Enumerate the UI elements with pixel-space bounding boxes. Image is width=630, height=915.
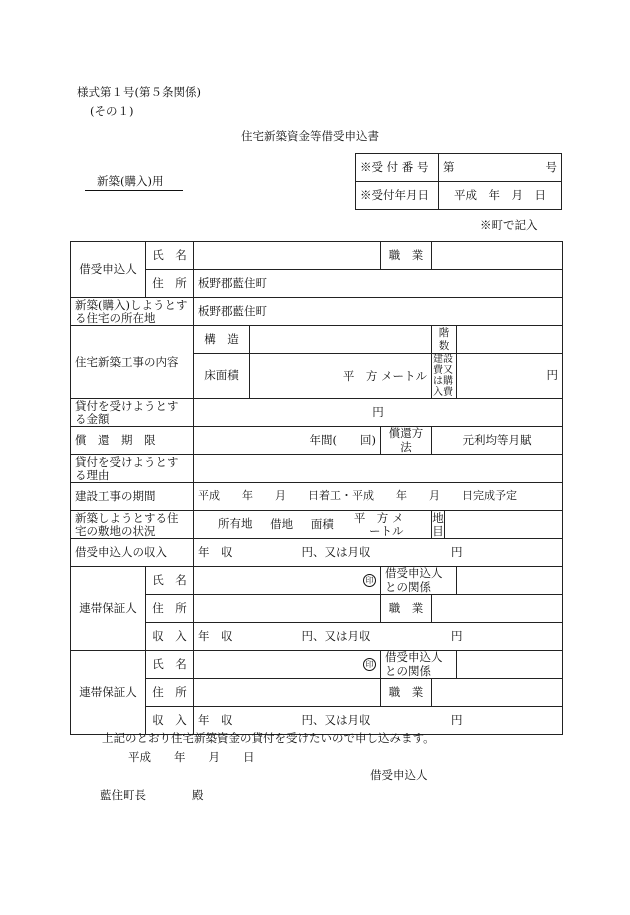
loan-reason-label: 貸付を受けようとする理由 (71, 455, 194, 483)
loan-amount-field[interactable] (194, 399, 563, 427)
guarantor-2-label: 連帯保証人 (71, 651, 146, 735)
guarantor-2-address-field[interactable] (194, 679, 381, 707)
site-leased: 借地 (270, 516, 294, 531)
structure-field[interactable] (250, 326, 432, 354)
guarantor-2-job-field[interactable] (432, 679, 563, 707)
repay-method-label: 償還方法 (381, 427, 432, 455)
applicant-signature-label: 借受申込人 (370, 768, 428, 782)
guarantor-2-income-label: 収 入 (146, 707, 194, 735)
applicant-income-field[interactable]: 年 収 円、又は月収 円 (194, 539, 563, 567)
cost-label: 建設費又は購入費 (432, 354, 457, 399)
repay-method-value: 元利均等月賦 (432, 427, 563, 455)
repay-period-label: 償 還 期 限 (71, 427, 194, 455)
guarantor-2-relation-field[interactable] (457, 651, 563, 679)
applicant-job-field[interactable] (432, 242, 563, 270)
guarantor-1-income-label: 収 入 (146, 623, 194, 651)
house-location-label: 新築(購入)しようとする住宅の所在地 (71, 298, 194, 326)
guarantor-2-income-field[interactable]: 年 収 円、又は月収 円 (194, 707, 563, 735)
floor-area-label: 床面積 (194, 354, 250, 399)
guarantor-1-name-field[interactable] (194, 567, 381, 595)
guarantor-1-job-field[interactable] (432, 595, 563, 623)
house-location-field[interactable]: 板野郡藍住町 (194, 298, 563, 326)
application-date[interactable]: 平成 年 月 日 (128, 750, 255, 764)
receipt-date-label: ※受付年月日 (356, 182, 439, 210)
site-sqm-unit: 平 方 メートル (353, 510, 404, 538)
land-type-label: 地目 (432, 510, 444, 538)
guarantor-2-address-label: 住 所 (146, 679, 194, 707)
receipt-number-label: ※受 付 番 号 (356, 154, 439, 182)
guarantor-2-name-field[interactable] (194, 651, 381, 679)
seal-mark: 印 (363, 574, 376, 587)
guarantor-2-job-label: 職 業 (381, 679, 432, 707)
guarantor-1-relation-label: 借受申込人との関係 (381, 567, 457, 595)
receipt-number-field[interactable]: 第 号 (439, 154, 562, 182)
seal-mark: 印 (363, 658, 376, 671)
cost-yen-unit: 円 (546, 368, 558, 383)
usage-label: 新築(購入)用 (85, 176, 183, 191)
structure-label: 構 造 (194, 326, 250, 354)
guarantor-2-name-label: 氏 名 (146, 651, 194, 679)
construction-period-field[interactable]: 平成 年 月 日着工・平成 年 月 日完成予定 (194, 483, 563, 511)
application-form (70, 241, 563, 735)
guarantor-2-relation-label: 借受申込人との関係 (381, 651, 457, 679)
guarantor-1-income-field[interactable]: 年 収 円、又は月収 円 (194, 623, 563, 651)
construction-period-label: 建設工事の期間 (71, 483, 194, 511)
guarantor-1-name-label: 氏 名 (146, 567, 194, 595)
form-number: 様式第１号(第５条関係) (77, 85, 201, 99)
site-status-label: 新築しようとする住宅の敷地の状況 (71, 511, 194, 539)
cost-field[interactable] (457, 354, 563, 399)
applicant-label: 借受申込人 (71, 242, 146, 298)
loan-yen-unit: 円 (372, 404, 384, 419)
guarantor-1-address-field[interactable] (194, 595, 381, 623)
floors-label: 階 数 (432, 326, 457, 354)
sqm-unit: 平 方 メートル (342, 368, 427, 383)
guarantor-1-job-label: 職 業 (381, 595, 432, 623)
guarantor-1-relation-field[interactable] (457, 567, 563, 595)
office-note: ※町で記入 (480, 218, 538, 232)
applicant-name-label: 氏 名 (146, 242, 194, 270)
receipt-date-field[interactable]: 平成 年 月 日 (439, 182, 562, 210)
floor-area-field[interactable] (250, 354, 432, 399)
applicant-income-label: 借受申込人の収入 (71, 539, 194, 567)
site-owned: 所有地 (218, 516, 253, 531)
loan-reason-field[interactable] (194, 455, 563, 483)
work-content-label: 住宅新築工事の内容 (71, 326, 194, 399)
floors-field[interactable] (457, 326, 563, 354)
applicant-address-label: 住 所 (146, 270, 194, 298)
site-area: 面積 (310, 516, 334, 531)
application-statement: 上記のとおり住宅新築資金の貸付を受けたいので申し込みます。 (102, 731, 435, 745)
receipt-box (355, 153, 562, 210)
applicant-name-field[interactable] (194, 242, 381, 270)
loan-amount-label: 貸付を受けようとする金額 (71, 399, 194, 427)
land-type-field[interactable] (445, 511, 563, 539)
guarantor-1-address-label: 住 所 (146, 595, 194, 623)
form-title: 住宅新築資金等借受申込書 (241, 129, 379, 143)
site-status-field[interactable] (194, 511, 432, 539)
addressee: 藍住町長 殿 (100, 788, 204, 802)
applicant-address-field[interactable]: 板野郡藍住町 (194, 270, 563, 298)
applicant-job-label: 職 業 (381, 242, 432, 270)
repay-years-field[interactable]: 年間( 回) (194, 427, 381, 455)
form-sub-number: (その１) (90, 104, 134, 118)
guarantor-1-label: 連帯保証人 (71, 567, 146, 651)
